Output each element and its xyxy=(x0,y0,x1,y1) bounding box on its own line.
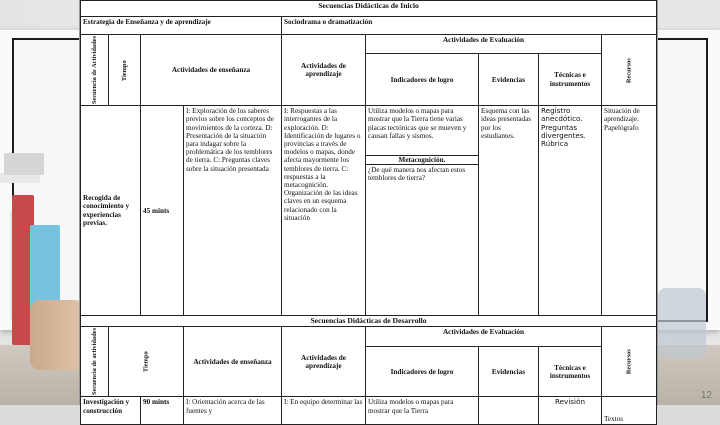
dev-row-tecnicas: Revisión xyxy=(539,397,602,425)
slide-number: 12 xyxy=(700,390,712,401)
dev-col-act-ensenanza: Actividades de enseñanza xyxy=(184,327,282,397)
dev-col-act-aprendizaje: Actividades de aprendizaje xyxy=(282,327,366,397)
row-tiempo: 45 mints xyxy=(141,106,184,316)
dev-col-recursos: Recursos xyxy=(602,327,657,397)
estrategia-value: Sociodrama o dramatización xyxy=(282,17,657,35)
col-secuencia: Secuencia de Actividades xyxy=(81,35,109,106)
row-ensenanza: I: Exploración de los saberes previos sobre los conceptos de movimientos de la corteza. D: Presentación de la situación para indagar sobre la problemática de los temblores de tierra. C: Preguntas claves sobre la situación presentada xyxy=(184,106,282,316)
col-evidencias: Evidencias xyxy=(479,54,539,106)
dev-row-secuencia: Investigación y construcción xyxy=(81,397,141,425)
dev-eval-title: Actividades de Evaluación xyxy=(366,327,602,347)
dev-col-evidencias: Evidencias xyxy=(479,347,539,397)
dev-row-evidencias xyxy=(479,397,539,425)
glass-decoration xyxy=(658,288,706,358)
col-act-aprendizaje: Actividades de aprendizaje xyxy=(282,35,366,106)
metacognicion-text: ¿De qué manera nos afectan estos temblores de tierra? xyxy=(368,166,466,183)
dev-row-indicadores: Utiliza modelos o mapas para mostrar que la Tierra xyxy=(366,397,479,425)
metacognicion-title: Metacognición. xyxy=(366,155,478,165)
dev-row-tiempo: 90 mints xyxy=(141,397,184,425)
col-act-ensenanza: Actividades de enseñanza xyxy=(141,35,282,106)
inicio-title: Secuencias Didácticas de Inicio xyxy=(81,1,657,17)
row-recursos: Situación de aprendizaje. Papelógrafo xyxy=(602,106,657,316)
dev-row-aprendizaje: I: En equipo determinar las xyxy=(282,397,366,425)
row-indicadores: Utiliza modelos o mapas para mostrar que la Tierra tiene varias placas tectónicas que se mueven y causan fallas y sismos. xyxy=(368,107,467,140)
eval-title: Actividades de Evaluación xyxy=(366,35,602,54)
col-tecnicas: Técnicas e instrumentos xyxy=(539,54,602,106)
col-recursos: Recursos xyxy=(602,35,657,106)
row-evidencias: Esquema con las ideas presentadas por los estudiantes. xyxy=(479,106,539,316)
row-secuencia: Recogida de conocimiento y experiencias previas. xyxy=(81,106,141,316)
desarrollo-title: Secuencias Didácticas de Desarrollo xyxy=(81,316,657,327)
dev-row-ensenanza: I: Orientación acerca de las fuentes y xyxy=(184,397,282,425)
estrategia-label: Estrategia de Enseñanza y de aprendizaje xyxy=(81,17,282,35)
row-tecnicas: Registro anecdótico. Preguntas divergentes. Rúbrica xyxy=(539,106,602,316)
desarrollo-table xyxy=(80,315,657,425)
dev-row-recursos: Textos xyxy=(602,397,657,425)
dev-col-tecnicas: Técnicas e instrumentos xyxy=(539,347,602,397)
row-indicadores-cell xyxy=(366,106,479,316)
col-indicadores: Indicadores de logro xyxy=(366,54,479,106)
dev-col-tiempo: Tiempo xyxy=(109,327,184,397)
dev-col-indicadores: Indicadores de logro xyxy=(366,347,479,397)
vase-decoration xyxy=(30,300,85,370)
col-tiempo: Tiempo xyxy=(109,35,141,106)
row-aprendizaje: I: Respuestas a las interrogantes de la exploración. D: Identificación de lugares o provincias a través de modelos o mapas, donde afecta mayormente los temblores de tierra. C: respuestas a la metacognición. Organización de las ideas claves en un esquema relacionado con la situación xyxy=(282,106,366,316)
inicio-table xyxy=(80,0,657,316)
dev-col-secuencia: Secuencia de actividades xyxy=(81,327,109,397)
